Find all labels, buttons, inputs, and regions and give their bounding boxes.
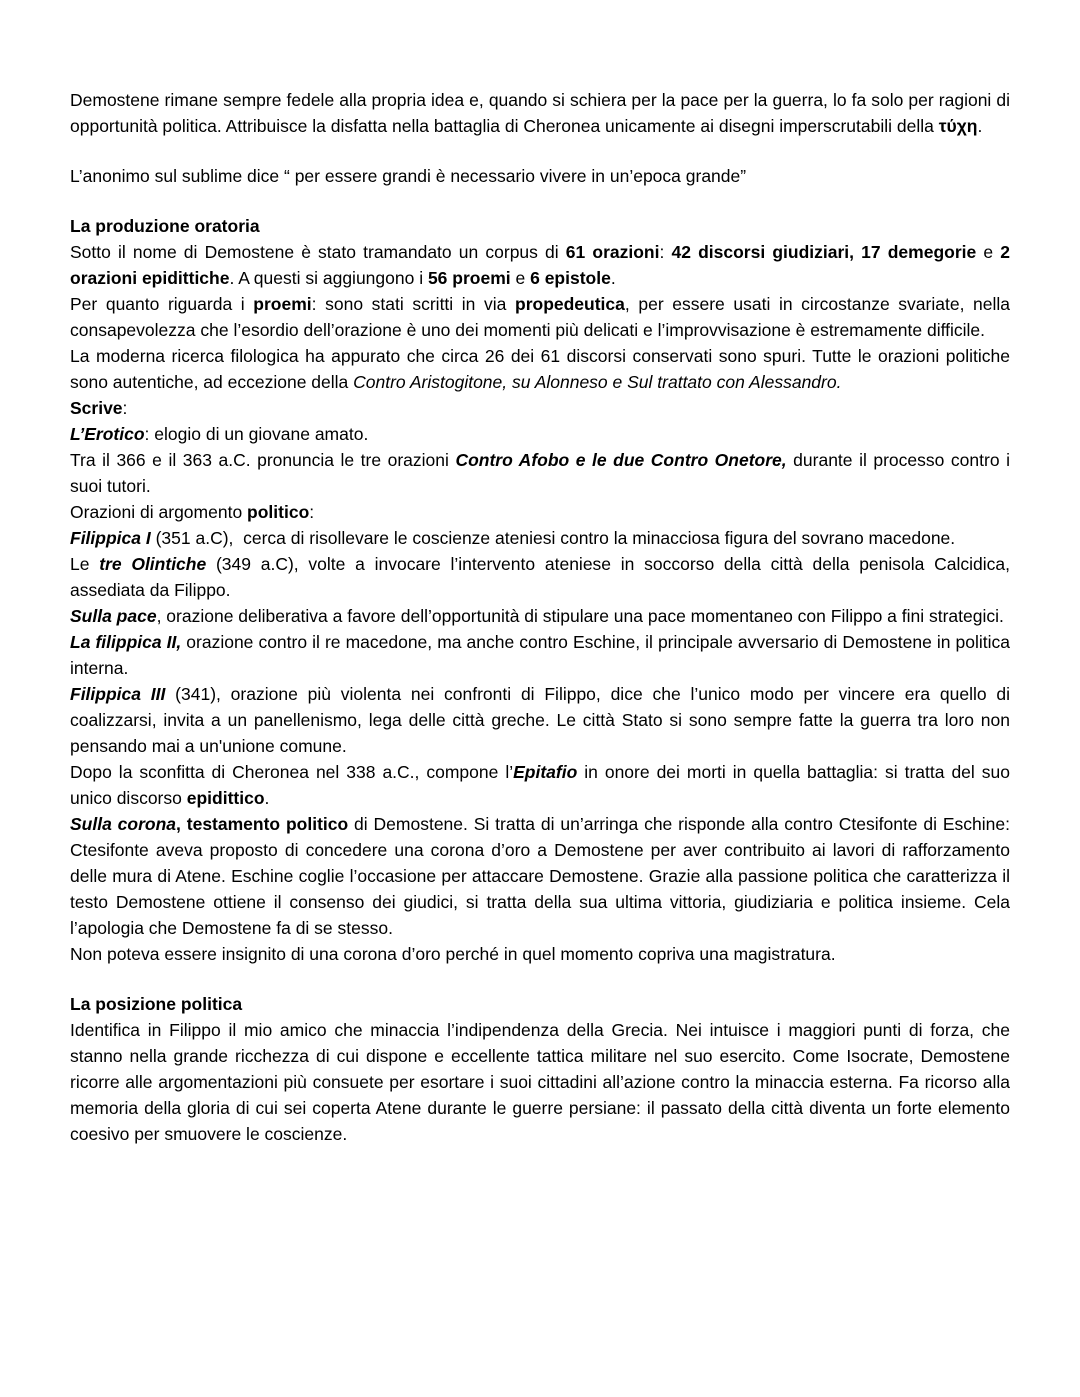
text-run: in onore dei morti in quella battaglia: si tratta del suo unico discorso: [70, 762, 1010, 808]
text-run: Contro Aristogitone, su Alonneso e Sul trattato con Alessandro.: [353, 372, 842, 392]
text-run: La posizione politica: [70, 994, 243, 1014]
paragraph: [70, 629, 1010, 681]
text-run: 56 proemi: [427, 268, 511, 288]
text-run: .: [610, 268, 616, 288]
blank-line: [70, 967, 1010, 991]
paragraph: [70, 421, 1010, 447]
paragraph: [70, 291, 1010, 343]
section-heading: [70, 991, 1010, 1017]
paragraph: [70, 343, 1010, 395]
paragraph: [70, 811, 1010, 941]
paragraph: [70, 525, 1010, 551]
paragraph: [70, 395, 1010, 421]
text-run: Identifica in Filippo il mio amico che minaccia l’indipendenza della Grecia. Nei intuisce i maggiori punti di forza, che stanno nella grande ricchezza di cui dispone e eccellente tattica militare nel suo esercito. Come Isocrate, Demostene ricorre alle argomentazioni più consuete per esortare i suoi cittadini all’azione contro la minaccia esterna. Fa ricorso alla memoria della gloria di cui sei coperta Atene durante le guerre persiane: il passato della città diventa un forte elemento coesivo per smuovere le coscienze.: [70, 1020, 1010, 1144]
text-run: proemi: [253, 294, 312, 314]
section-heading: [70, 213, 1010, 239]
blank-line: [70, 189, 1010, 213]
text-run: τύχη: [938, 116, 978, 136]
text-run: di Demostene. Si tratta di un’arringa che risponde alla contro Ctesifonte di Eschine: Ctesifonte aveva proposto di concedere una corona d’oro a Demostene per aver contribuito ai lavori di rafforzamento delle mura di Atene. Eschine coglie l’occasione per attaccare Demostene. Grazie alla passione politica che caratterizza il testo Demostene ottiene il consenso dei giudici, si tratta della sua ultima vittoria, giudiziaria e politica insieme. Cela l’apologia che Demostene fa di se stesso.: [70, 814, 1010, 938]
text-run: : sono stati scritti in via: [311, 294, 515, 314]
text-run: Filippica I: [70, 528, 151, 548]
text-run: .: [264, 788, 270, 808]
text-run: Per quanto riguarda i: [70, 294, 254, 314]
paragraph: [70, 759, 1010, 811]
paragraph: [70, 551, 1010, 603]
text-run: La moderna ricerca filologica ha appurato che circa 26 dei 61 discorsi conservati sono spuri. Tutte le orazioni politiche sono autentiche, ad eccezione della: [70, 346, 1010, 392]
text-run: (351 a.C), cerca di risollevare le coscienze ateniesi contro la minacciosa figura del sovrano macedone.: [150, 528, 956, 548]
text-run: Scrive: [70, 398, 123, 418]
text-run: , per essere usati in circostanze svariate, nella consapevolezza che l’esordio dell’orazione è uno dei momenti più delicati e l’improvvisazione è estremamente difficile.: [70, 294, 1011, 340]
text-run: propedeutica: [515, 294, 625, 314]
text-run: e: [976, 242, 1001, 262]
text-run: La filippica II,: [70, 632, 182, 652]
paragraph: [70, 681, 1010, 759]
text-run: politico: [247, 502, 310, 522]
text-run: , testamento politico: [176, 814, 349, 834]
paragraph: [70, 87, 1010, 139]
text-run: :: [122, 398, 128, 418]
text-run: Non poteva essere insignito di una corona d’oro perché in quel momento copriva una magistratura.: [70, 944, 836, 964]
paragraph: [70, 447, 1010, 499]
text-run: Sulla pace: [70, 606, 157, 626]
text-run: . A questi si aggiungono i: [229, 268, 428, 288]
text-run: 2 orazioni epidittiche: [70, 242, 1010, 288]
text-run: e: [510, 268, 531, 288]
paragraph: [70, 163, 1010, 189]
text-run: 42 discorsi giudiziari, 17 demegorie: [671, 242, 977, 262]
text-run: Demostene rimane sempre fedele alla propria idea e, quando si schiera per la pace per la guerra, lo fa solo per ragioni di opportunità politica. Attribuisce la disfatta nella battaglia di Cheronea unicamente ai disegni imperscrutabili della: [70, 90, 1010, 136]
text-run: Sotto il nome di Demostene è stato tramandato un corpus di: [70, 242, 566, 262]
text-run: orazione contro il re macedone, ma anche contro Eschine, il principale avversario di Demostene in politica interna.: [70, 632, 1011, 678]
text-run: :: [659, 242, 672, 262]
text-run: epidittico: [186, 788, 265, 808]
text-run: :: [309, 502, 315, 522]
text-run: 61 orazioni: [565, 242, 660, 262]
text-run: La produzione oratoria: [70, 216, 260, 236]
text-run: , orazione deliberativa a favore dell’opportunità di stipulare una pace momentaneo con Filippo a fini strategici.: [156, 606, 1004, 626]
paragraph: [70, 499, 1010, 525]
paragraph: [70, 941, 1010, 967]
paragraph: [70, 239, 1010, 291]
text-run: Le: [70, 554, 100, 574]
text-run: 6 epistole: [530, 268, 611, 288]
text-run: L’anonimo sul sublime dice “ per essere grandi è necessario vivere in un’epoca grande”: [70, 166, 747, 186]
text-run: Sulla corona: [70, 814, 177, 834]
text-run: : elogio di un giovane amato.: [144, 424, 369, 444]
text-run: (341), orazione più violenta nei confronti di Filippo, dice che l’unico modo per vincere era quello di coalizzarsi, invita a un panellenismo, lega delle città greche. Le città Stato si sono sempre fatte la guerra tra loro non pensando mai a un'unione comune.: [70, 684, 1010, 756]
text-run: Contro Afobo e le due Contro Onetore,: [455, 450, 787, 470]
text-run: Tra il 366 e il 363 a.C. pronuncia le tre orazioni: [70, 450, 456, 470]
text-run: Dopo la sconfitta di Cheronea nel 338 a.C., compone l’: [70, 762, 514, 782]
text-run: Epitafio: [513, 762, 578, 782]
text-run: (349 a.C), volte a invocare l’intervento ateniese in soccorso della città della penisola Calcidica, assediata da Filippo.: [70, 554, 1010, 600]
text-run: L’Erotico: [70, 424, 145, 444]
paragraph: [70, 1017, 1010, 1147]
paragraph: [70, 603, 1010, 629]
text-run: .: [977, 116, 983, 136]
blank-line: [70, 139, 1010, 163]
text-run: Filippica III: [70, 684, 166, 704]
text-run: tre Olintiche: [99, 554, 207, 574]
text-run: durante il processo contro i suoi tutori.: [70, 450, 1010, 496]
text-run: Orazioni di argomento: [70, 502, 248, 522]
